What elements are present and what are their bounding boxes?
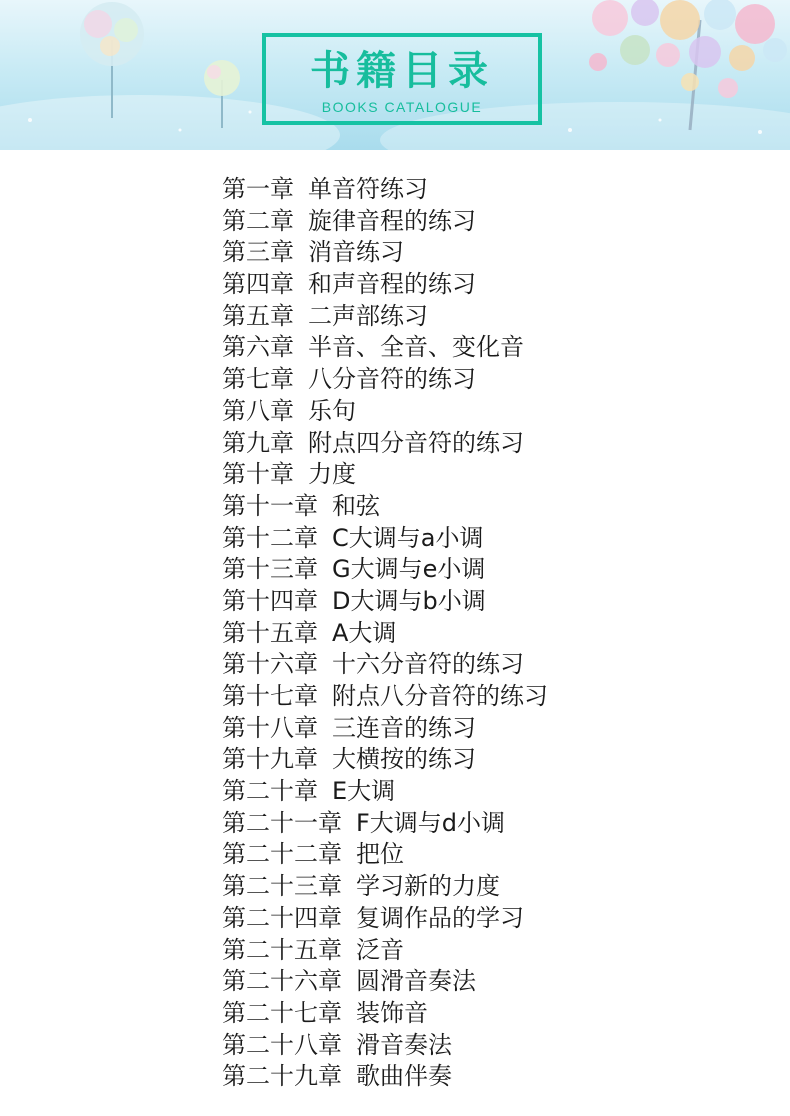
chapter-item — [222, 1030, 548, 1062]
chapter-number: 第二十九章 — [222, 1062, 342, 1091]
chapter-title: 复调作品的学习 — [356, 903, 524, 932]
chapter-item — [222, 903, 548, 935]
chapter-item — [222, 649, 548, 681]
chapter-number: 第一章 — [222, 175, 294, 203]
chapter-item — [222, 808, 548, 840]
chapter-title: 消音练习 — [308, 238, 404, 267]
chapter-number: 第二十七章 — [222, 998, 342, 1027]
chapter-title: 滑音奏法 — [356, 1030, 452, 1059]
chapter-title: 十六分音符的练习 — [332, 650, 524, 679]
chapter-number: 第二十一章 — [222, 808, 342, 837]
chapter-item — [222, 459, 548, 491]
chapter-number: 第二十六章 — [222, 967, 342, 996]
chapter-item — [222, 586, 548, 618]
chapter-number: 第二十三章 — [222, 872, 342, 901]
chapter-number: 第八章 — [222, 396, 294, 425]
chapter-number: 第十三章 — [222, 555, 318, 584]
chapter-item — [222, 237, 548, 269]
chapter-number: 第二十二章 — [222, 840, 342, 869]
chapter-item — [222, 966, 548, 998]
chapter-item — [222, 491, 548, 523]
table-of-contents — [222, 174, 548, 1093]
chapter-number: 第二十八章 — [222, 1030, 342, 1059]
chapter-number: 第二十五章 — [222, 935, 342, 964]
chapter-title: 力度 — [308, 460, 356, 489]
chapter-number: 第十五章 — [222, 618, 318, 647]
chapter-number: 第十八章 — [222, 713, 318, 742]
chapter-title: 单音符练习 — [308, 175, 428, 203]
chapter-item — [222, 364, 548, 396]
chapter-item — [222, 523, 548, 555]
chapter-number: 第十二章 — [222, 523, 318, 552]
chapter-title: 和声音程的练习 — [308, 270, 476, 299]
chapter-item — [222, 744, 548, 776]
page-title: 书籍目录 — [310, 48, 494, 94]
chapter-title: 圆滑音奏法 — [356, 967, 476, 996]
chapter-item — [222, 871, 548, 903]
catalogue-title-frame — [262, 33, 542, 125]
chapter-title: 旋律音程的练习 — [308, 206, 476, 235]
chapter-title: 八分音符的练习 — [308, 365, 476, 394]
chapter-title: 大横按的练习 — [332, 745, 476, 774]
chapter-item — [222, 174, 548, 206]
chapter-title: 附点八分音符的练习 — [332, 682, 548, 710]
chapter-title: 三连音的练习 — [332, 713, 476, 742]
chapter-number: 第二十四章 — [222, 903, 342, 932]
chapter-number: 第十一章 — [222, 491, 318, 520]
chapter-title: 把位 — [356, 840, 404, 869]
chapter-item — [222, 776, 548, 808]
chapter-title: 装饰音 — [356, 998, 428, 1027]
chapter-title: 泛音 — [356, 935, 404, 964]
chapter-number: 第四章 — [222, 270, 294, 299]
chapter-number: 第七章 — [222, 365, 294, 394]
chapter-item — [222, 301, 548, 333]
chapter-item — [222, 428, 548, 460]
chapter-title: F大调与d小调 — [356, 808, 506, 837]
chapter-title: G大调与e小调 — [332, 555, 486, 584]
chapter-title: 半音、全音、变化音 — [308, 333, 524, 362]
chapter-title: E大调 — [332, 777, 396, 806]
chapter-item — [222, 839, 548, 871]
chapter-number: 第二十章 — [222, 777, 318, 806]
chapter-title: A大调 — [332, 618, 397, 647]
chapter-title: C大调与a小调 — [332, 523, 484, 552]
chapter-item — [222, 935, 548, 967]
chapter-number: 第十六章 — [222, 650, 318, 679]
chapter-item — [222, 332, 548, 364]
chapter-item — [222, 269, 548, 301]
chapter-title: 二声部练习 — [308, 301, 428, 330]
chapter-number: 第十九章 — [222, 745, 318, 774]
chapter-title: D大调与b小调 — [332, 586, 486, 615]
chapter-number: 第二章 — [222, 206, 294, 235]
chapter-item — [222, 998, 548, 1030]
chapter-number: 第十七章 — [222, 682, 318, 710]
chapter-item — [222, 681, 548, 713]
chapter-title: 和弦 — [332, 491, 380, 520]
chapter-item — [222, 206, 548, 238]
chapter-number: 第六章 — [222, 333, 294, 362]
chapter-title: 歌曲伴奏 — [356, 1062, 452, 1091]
chapter-number: 第十四章 — [222, 586, 318, 615]
chapter-item — [222, 396, 548, 428]
chapter-title: 乐句 — [308, 396, 356, 425]
chapter-title: 附点四分音符的练习 — [308, 428, 524, 457]
chapter-title: 学习新的力度 — [356, 872, 500, 901]
chapter-item — [222, 618, 548, 650]
chapter-number: 第十章 — [222, 460, 294, 489]
chapter-number: 第三章 — [222, 238, 294, 267]
chapter-item — [222, 554, 548, 586]
page-subtitle: BOOKS CATALOGUE — [321, 99, 483, 115]
chapter-number: 第九章 — [222, 428, 294, 457]
chapter-number: 第五章 — [222, 301, 294, 330]
chapter-item — [222, 1061, 548, 1093]
header-banner — [0, 0, 790, 150]
chapter-item — [222, 713, 548, 745]
